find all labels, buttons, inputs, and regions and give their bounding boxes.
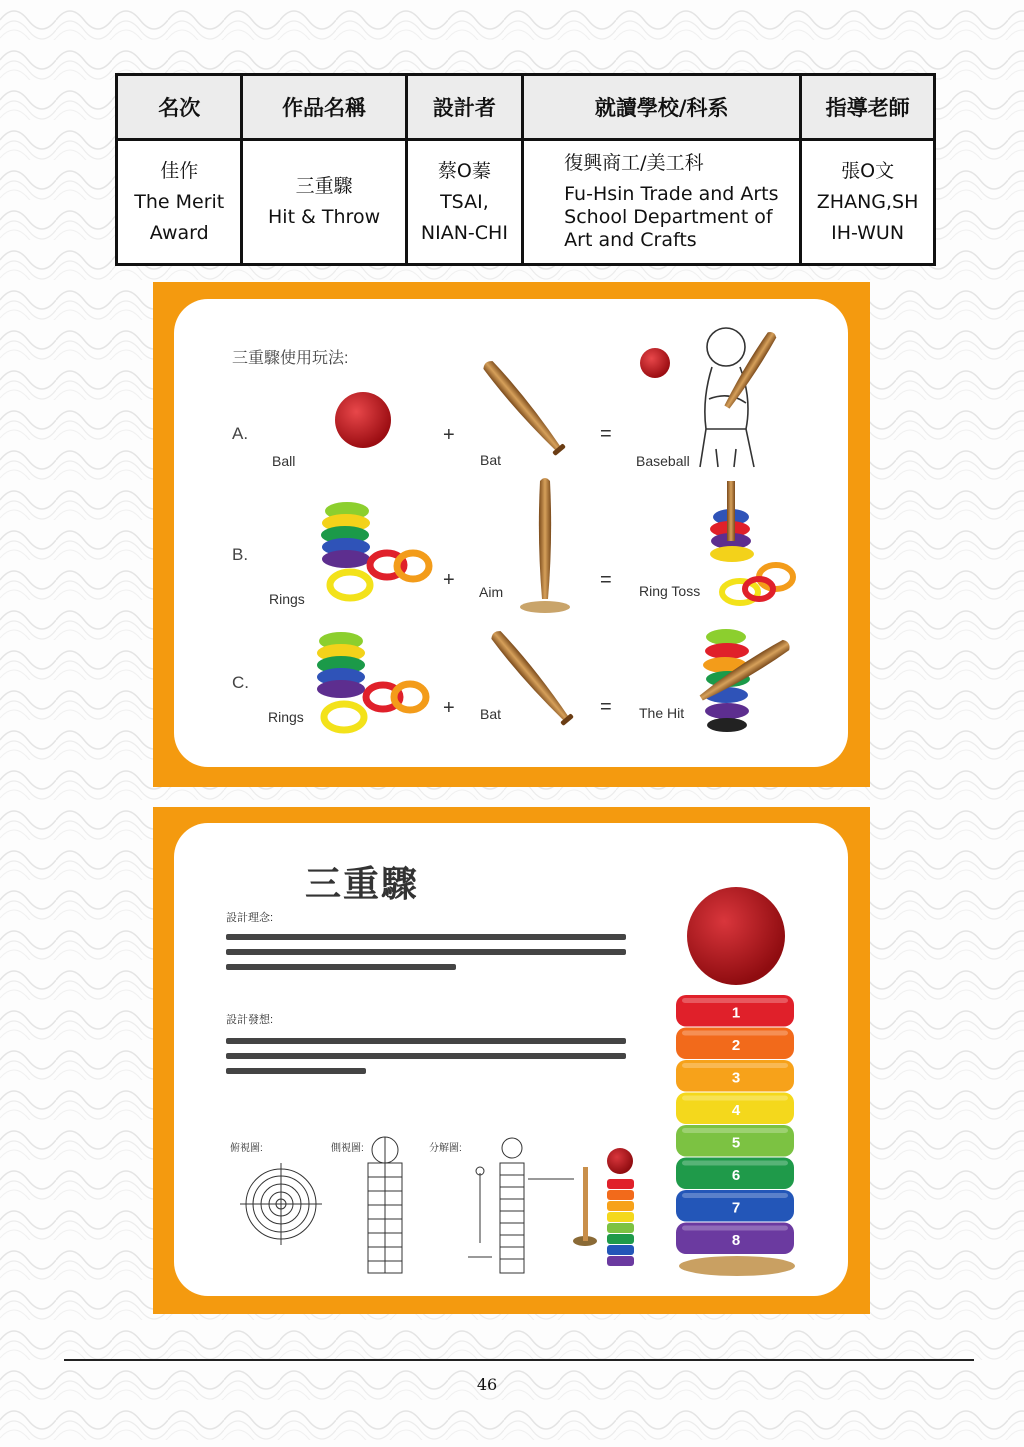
design-idea-heading: 設計發想: xyxy=(226,1014,274,1026)
ring-number-label: 6 xyxy=(731,1166,741,1184)
cell-designer xyxy=(406,140,523,265)
footer-divider xyxy=(64,1359,974,1361)
rank-zh: 佳作 xyxy=(160,159,199,182)
baseball-ball-image xyxy=(640,348,670,378)
how-to-play-card xyxy=(174,299,848,767)
teacher-en-2: IH-WUN xyxy=(831,221,905,244)
designer-en-2: NIAN-CHI xyxy=(420,221,508,244)
aim-peg-image xyxy=(520,478,570,613)
ring-2 xyxy=(676,1028,794,1060)
row-a-letter: A. xyxy=(232,424,249,443)
ring-6 xyxy=(676,1158,794,1190)
page-number: 46 xyxy=(476,1375,498,1394)
cell-work xyxy=(242,140,406,265)
row-a-equals: = xyxy=(600,423,612,445)
ring-number-label: 4 xyxy=(731,1101,741,1119)
design-concept-panel xyxy=(153,807,870,1314)
design-title: 三重驟 xyxy=(305,864,420,905)
row-c-item1: Rings xyxy=(268,709,304,725)
ring-number-label: 5 xyxy=(731,1134,741,1152)
how-to-play-illustrations xyxy=(174,299,848,767)
row-a-plus: + xyxy=(443,424,455,446)
bat-image-c xyxy=(489,628,574,726)
row-b-item2: Aim xyxy=(479,584,504,600)
ring-number-label: 1 xyxy=(731,1004,741,1022)
side-view-drawing xyxy=(368,1137,402,1273)
ring-number-label: 8 xyxy=(731,1231,741,1249)
design-drawings xyxy=(174,823,848,1296)
teacher-en-1: ZHANG,SH xyxy=(816,190,919,213)
design-concept-heading: 設計理念: xyxy=(226,912,274,924)
bat-image-baseball xyxy=(722,330,778,410)
ring-1 xyxy=(676,995,794,1027)
header-rank: 名次 xyxy=(117,75,242,140)
header-teacher: 指導老師 xyxy=(801,75,935,140)
child-sketch-image xyxy=(700,328,754,467)
ring-3 xyxy=(676,1060,794,1092)
school-en-3: Art and Crafts xyxy=(564,229,697,251)
school-en-1: Fu-Hsin Trade and Arts xyxy=(564,183,779,205)
ring-8 xyxy=(676,1223,794,1255)
row-b-letter: B. xyxy=(232,545,249,564)
row-b-result: Ring Toss xyxy=(639,583,701,599)
ring-7 xyxy=(676,1190,794,1222)
table-row xyxy=(117,140,935,265)
ring-4 xyxy=(676,1093,794,1125)
rank-en-1: The Merit xyxy=(134,190,225,213)
school-en-2: School Department of xyxy=(564,206,773,228)
ball-image xyxy=(335,392,391,448)
row-a-item2: Bat xyxy=(480,452,502,468)
teacher-zh: 張O文 xyxy=(841,159,895,182)
row-c-result: The Hit xyxy=(639,705,685,721)
school-zh: 復興商工/美工科 xyxy=(564,152,704,174)
work-zh: 三重驟 xyxy=(295,175,353,197)
top-view-drawing xyxy=(240,1163,322,1245)
exploded-view-label: 分解圖: xyxy=(429,1143,462,1154)
designer-zh: 蔡O蓁 xyxy=(437,159,491,182)
how-to-play-panel xyxy=(153,282,870,787)
ring-number-label: 3 xyxy=(731,1069,741,1087)
rank-en-2: Award xyxy=(149,221,209,244)
row-b-equals: = xyxy=(600,569,612,591)
table-header-row xyxy=(117,75,935,140)
rings-stack-image-b xyxy=(321,502,429,598)
cell-teacher xyxy=(801,140,935,265)
row-c-item2: Bat xyxy=(480,706,502,722)
row-a-result: Baseball xyxy=(636,453,690,469)
row-a-item1: Ball xyxy=(272,453,296,469)
designer-en-1: TSAI, xyxy=(440,190,489,213)
exploded-view-drawing xyxy=(468,1138,574,1273)
row-b-plus: + xyxy=(443,569,455,591)
header-designer: 設計者 xyxy=(406,75,523,140)
how-to-play-title: 三重驟使用玩法: xyxy=(232,350,349,367)
row-c-plus: + xyxy=(443,697,455,719)
bat-image-a xyxy=(481,358,566,456)
rings-stack-image-c xyxy=(317,632,426,730)
top-view-label: 俯視圖: xyxy=(230,1143,263,1154)
work-en: Hit & Throw xyxy=(268,206,381,228)
ring-5 xyxy=(676,1125,794,1157)
ring-toss-image xyxy=(710,481,793,603)
side-view-label: 側視圖: xyxy=(331,1143,364,1154)
ring-number-label: 7 xyxy=(731,1199,741,1217)
header-school: 就讀學校/科系 xyxy=(523,75,801,140)
award-table xyxy=(115,73,936,266)
header-work: 作品名稱 xyxy=(242,75,406,140)
design-concept-card xyxy=(174,823,848,1296)
the-hit-image xyxy=(697,629,792,732)
row-c-letter: C. xyxy=(232,673,249,692)
ring-number-label: 2 xyxy=(731,1036,741,1054)
cell-rank xyxy=(117,140,242,265)
row-c-equals: = xyxy=(600,696,612,718)
cell-school xyxy=(523,140,801,265)
large-product-image xyxy=(676,887,795,1276)
row-b-item1: Rings xyxy=(269,591,305,607)
small-product-image xyxy=(573,1148,634,1266)
